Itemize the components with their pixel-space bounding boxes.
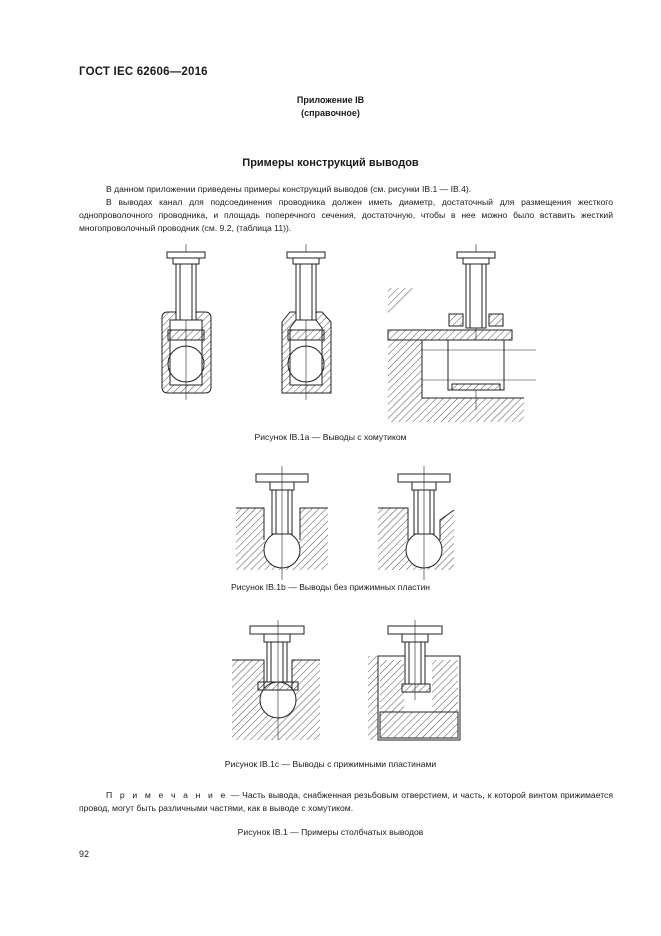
figure-caption-1b: Рисунок IB.1b — Выводы без прижимных пластин [230,582,431,592]
note-paragraph [79,789,613,815]
main-figure-caption: Рисунок IB.1 — Примеры столбчатых выводов [237,827,424,837]
body-paragraph-1: В данном приложении приведены примеры конструкций выводов (см. рисунки IB.1 — IB.4). [106,184,472,194]
note-text: — Часть вывода, снабженная резьбовым отверстием, и часть, к которой винтом прижимается провод, могут быть различными частями, как в выводе с хомутиком. [79,790,613,813]
page-number: 92 [79,849,90,859]
annex-subtitle: (справочное) [301,108,360,118]
annex-title: Приложение IB [296,95,365,105]
note-label: П р и м е ч а н и е [106,790,228,800]
figure-caption-1c: Рисунок IB.1c — Выводы с прижимными пластинами [224,759,437,769]
figure-caption-1a: Рисунок IB.1a — Выводы с хомутиком [254,432,407,442]
standard-header: ГОСТ IEC 62606—2016 [79,66,208,78]
section-title: Примеры конструкций выводов [242,157,419,169]
body-paragraph-2: В выводах канал для подсоединения проводника должен иметь диаметр, достаточный для размещения жесткого однопроволочного проводника, и площадь поперечного сечения, достаточную, чтобы в нее можно было вставить жесткий многопроволочный проводник (см. 9.2, (таблица 11)). [79,197,613,233]
